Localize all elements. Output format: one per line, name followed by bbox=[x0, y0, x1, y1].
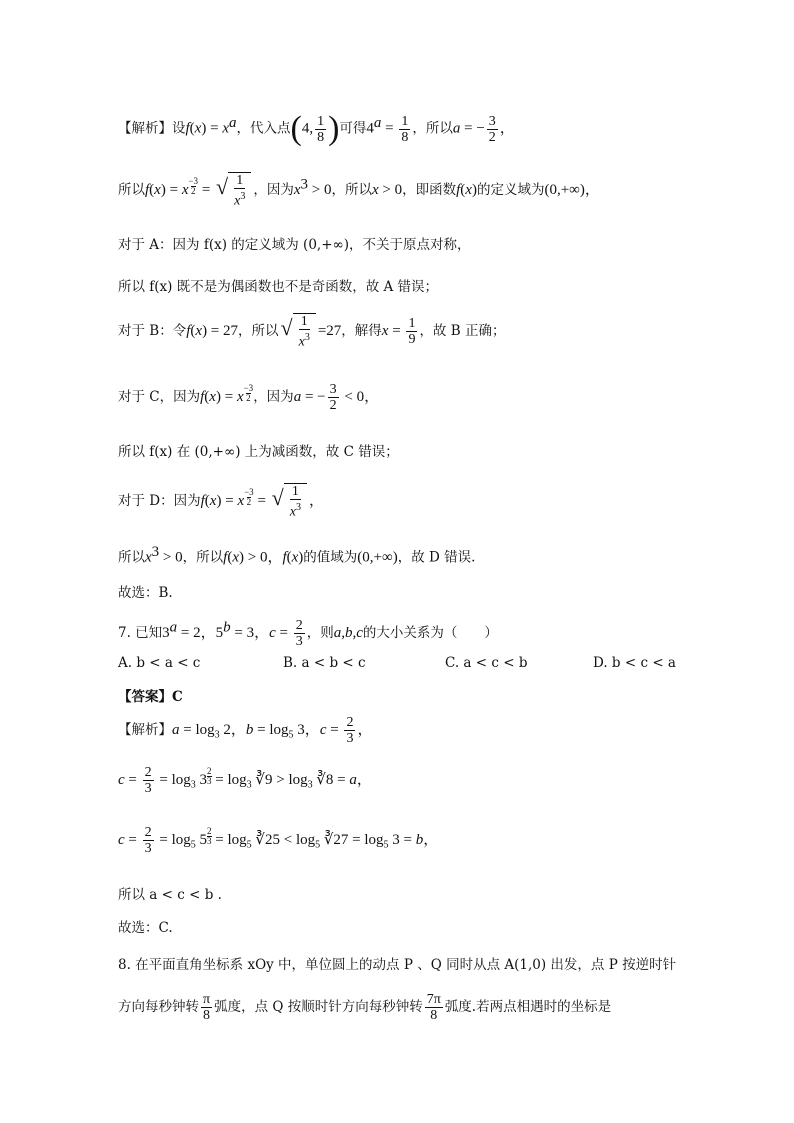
text: ，因为 bbox=[253, 181, 294, 198]
text: 方向每秒钟转 bbox=[118, 999, 199, 1015]
text: 对于 B：令 bbox=[118, 322, 187, 339]
text: 可得 bbox=[339, 120, 367, 137]
option-c[interactable]: C. a < c < b bbox=[445, 655, 528, 671]
text: ，所以 bbox=[412, 120, 453, 137]
text: 弧度，点 Q 按顺时针方向每秒钟转 bbox=[214, 999, 423, 1015]
text: 所以 bbox=[118, 549, 145, 566]
text: 对于 D：因为 bbox=[118, 492, 201, 509]
text: 的值域为 bbox=[303, 549, 358, 566]
text: ，即函数 bbox=[402, 181, 457, 198]
text: ，代入点 bbox=[236, 120, 291, 137]
text: 【解析】设 bbox=[118, 120, 186, 137]
text: 的定义域为 bbox=[476, 181, 545, 198]
analysis-line-6: 对于 C，因为f(x) = x $\frac{-3}{2}$ ，因为a = − $\frac{3}{2}$ < 0， bbox=[118, 382, 380, 413]
text: ，所以 bbox=[238, 322, 279, 339]
text: ，因为 bbox=[253, 389, 294, 405]
question-8-line-2: 方向每秒钟转 $\frac{\pi}{8}$ 弧度，点 Q 按顺时针方向每秒钟转 $\frac{7\pi}{8}$ 弧度.若两点相遇时的坐标是 bbox=[118, 992, 612, 1023]
q7-analysis-line-4: 所以 a < c < b . bbox=[118, 887, 222, 903]
text: ，则 bbox=[306, 625, 334, 641]
text: 的大小关系为（ ） bbox=[362, 625, 498, 641]
analysis-line-7: 所以 f(x) 在 (0,+∞) 上为减函数，故 C 错误； bbox=[118, 444, 399, 460]
option-a[interactable]: A. b < a < c bbox=[118, 655, 201, 671]
analysis-line-8: 对于 D：因为f(x) = x $\frac{-3}{2}$ = √ $\frac{1}{x^3}$ ， bbox=[118, 484, 324, 520]
text: ，所以 bbox=[182, 549, 224, 566]
q7-analysis-line-3: c = $\frac{2}{3}$ = $\log_5 5$ $\frac{2}{3}$ = $\log_5$ ∛25 < $\log_5$ ∛27 = $\log_5 3 = b$， bbox=[118, 825, 439, 856]
text: 7. 已知 bbox=[118, 625, 163, 641]
q7-analysis-line-2: c = $\frac{2}{3}$ = $\log_3 3$ $\frac{2}{3}$ = $\log_3$ ∛9 > $\log_3$ ∛8 = a， bbox=[118, 765, 372, 796]
text: 弧度.若两点相遇时的坐标是 bbox=[444, 999, 612, 1015]
text: ，解得 bbox=[341, 322, 382, 339]
text: ，故 B 正确； bbox=[419, 322, 506, 339]
analysis-line-5: 对于 B：令f(x) = 27，所以 √ $\frac{1}{x^3}$ =27，解得x = $\frac{1}{9}$ ，故 B 正确； bbox=[118, 314, 506, 350]
text: 所以 bbox=[118, 181, 145, 198]
analysis-line-9: 所以$x^3 > 0$，所以f(x) > 0，f(x)的值域为(0,+∞)，故 D 错误. bbox=[118, 544, 476, 566]
analysis-line-3: 对于 A：因为 f(x) 的定义域为 (0,+∞)，不关于原点对称， bbox=[118, 237, 471, 253]
option-d[interactable]: D. b < c < a bbox=[593, 655, 676, 671]
text: 对于 C，因为 bbox=[118, 389, 201, 405]
analysis-line-1: 【解析】设$f(x) = x^a$，代入点(4, $\frac{1}{8}$ )可得$4^a$ = $\frac{1}{8}$ ，所以a = − $\frac{3}{2}$ ， bbox=[118, 110, 515, 147]
text: 【解析】 bbox=[118, 722, 172, 738]
q7-analysis-line-5: 故选：C. bbox=[118, 920, 173, 936]
text: ，故 D 错误. bbox=[397, 549, 476, 566]
analysis-line-10: 故选：B. bbox=[118, 585, 173, 601]
question-7: 7. 已知$3^a = 2$，$5^b = 3$，c = $\frac{2}{3}$ ，则a,b,c的大小关系为（ ） bbox=[118, 618, 498, 649]
text: ，所以 bbox=[331, 181, 372, 198]
answer-label: 【答案】C bbox=[118, 689, 183, 705]
analysis-line-4: 所以 f(x) 既不是为偶函数也不是奇函数，故 A 错误； bbox=[118, 279, 439, 295]
q7-analysis-line-1: 【解析】$a = \log_3 2$，$b = \log_5 3$，c = $\frac{2}{3}$ ， bbox=[118, 715, 373, 746]
question-8-line-1: 8. 在平面直角坐标系 xOy 中，单位圆上的动点 P 、Q 同时从点 A(1,0) 出发，点 P 按逆时针 bbox=[118, 957, 677, 973]
option-b[interactable]: B. a < b < c bbox=[283, 655, 366, 671]
analysis-line-2: 所以f(x) = x $\frac{-3}{2}$ = √ $\frac{1}{x^3}$ ，因为$x^3 > 0$，所以x > 0，即函数f(x)的定义域为(0,+∞)， bbox=[118, 173, 600, 209]
